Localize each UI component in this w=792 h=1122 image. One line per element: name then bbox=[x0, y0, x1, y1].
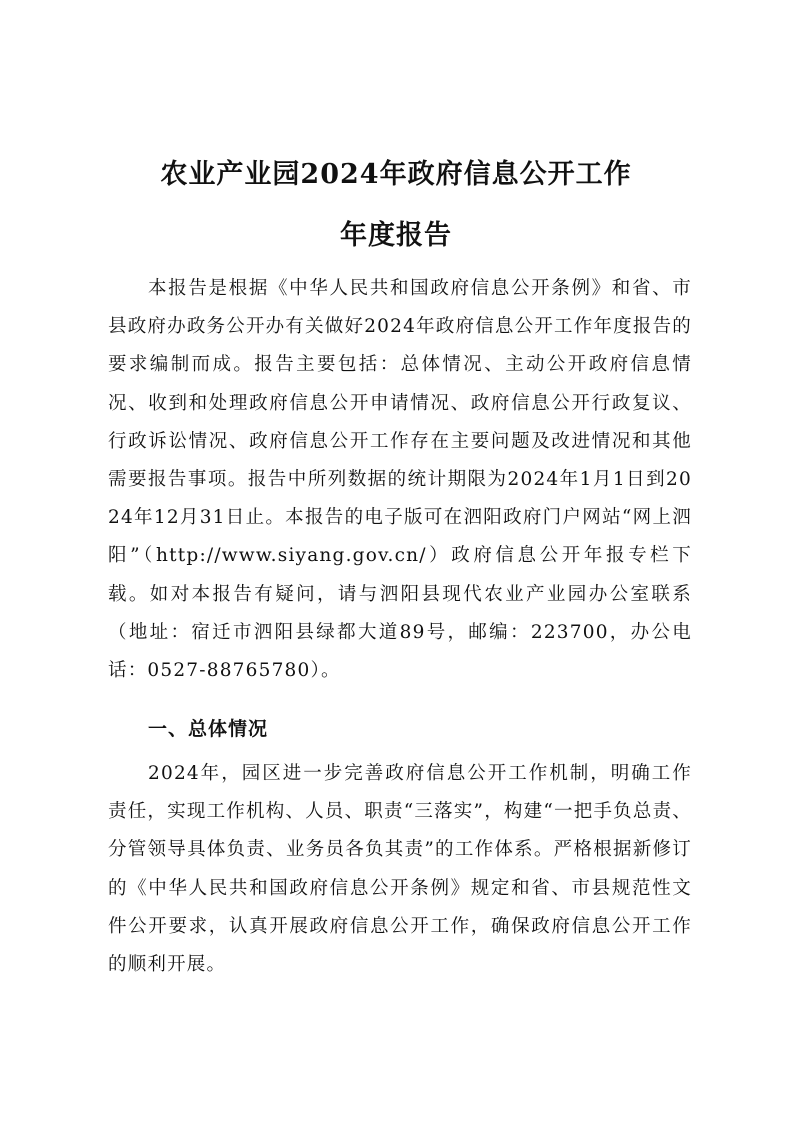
document-title-line2: 年度报告 bbox=[340, 220, 452, 251]
overview-paragraph: 2024年，园区进一步完善政府信息公开工作机制，明确工作责任，实现工作机构、人员、职责“三落实”，构建“一把手负总责、分管领导具体负责、业务员各负其责”的工作体系。严格根据新修订的《中华人民共和国政府信息公开条例》规定和省、市县规范性文件公开要求，认真开展政府信息公开工作，确保政府信息公开工作的顺利开展。 bbox=[108, 763, 692, 976]
intro-paragraph: 本报告是根据《中华人民共和国政府信息公开条例》和省、市县政府办政务公开办有关做好2024年政府信息公开工作年度报告的要求编制而成。报告主要包括：总体情况、主动公开政府信息情况、收到和处理政府信息公开申请情况、政府信息公开行政复议、行政诉讼情况、政府信息公开工作存在主要问题及改进情况和其他需要报告事项。报告中所列数据的统计期限为2024年1月1日到2024年12月31日止。本报告的电子版可在泗阳政府门户网站“网上泗阳”（http://www.siyang.gov.cn/）政府信息公开年报专栏下载。如对本报告有疑问，请与泗阳县现代农业产业园办公室联系（地址：宿迁市泗阳县绿都大道89号，邮编：223700，办公电话：0527-88765780）。 bbox=[108, 278, 692, 682]
section-heading-overview: 一、总体情况 bbox=[148, 718, 269, 740]
document-title-line1: 农业产业园2024年政府信息公开工作 bbox=[160, 159, 632, 190]
